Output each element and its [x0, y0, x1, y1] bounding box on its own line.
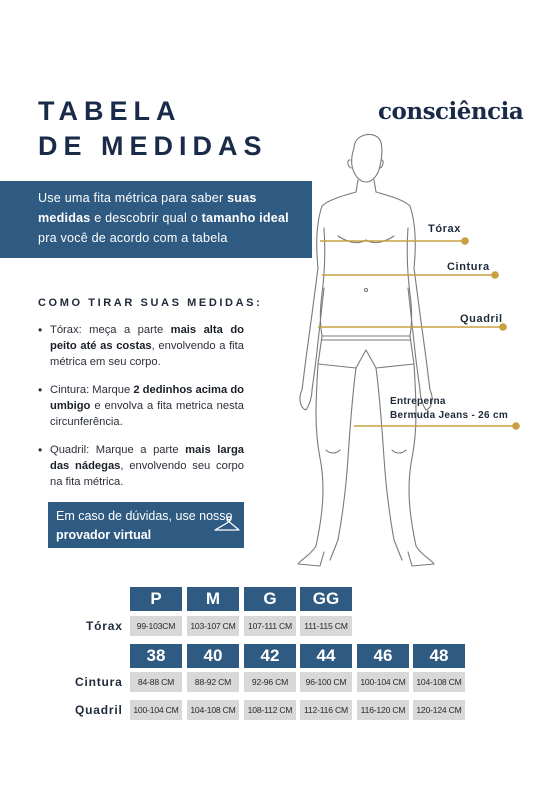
label-quadril: Quadril — [460, 313, 503, 325]
hanger-icon — [213, 514, 241, 534]
cell-cintura-40: 88-92 CM — [187, 672, 239, 692]
label-cintura: Cintura — [447, 261, 490, 273]
doubts-text: Em caso de dúvidas, use nosso — [56, 509, 233, 523]
body-figure-illustration — [290, 128, 520, 576]
howto-item-bold: 2 dedinhos acima do umbigo — [50, 384, 244, 412]
size-header-46: 46 — [357, 644, 409, 668]
label-torax: Tórax — [428, 223, 461, 235]
row-label-cintura: Cintura — [75, 675, 123, 689]
size-header-gg: GG — [300, 587, 352, 611]
cell-torax-p: 99-103CM — [130, 616, 182, 636]
howto-item-tail: , envolvendo a fita métrica em seu corpo. — [50, 340, 245, 368]
page-title-line2: DE MEDIDAS — [38, 131, 268, 161]
howto-list — [38, 322, 244, 502]
howto-item-lead: Cintura: Marque — [50, 384, 134, 396]
cell-cintura-44: 96-100 CM — [300, 672, 352, 692]
howto-item-bold: mais larga das nádegas — [50, 444, 244, 472]
cell-torax-gg: 111-115 CM — [300, 616, 352, 636]
howto-item-tail: e envolva a fita metrica nesta circunferência. — [50, 400, 244, 428]
intro-box — [0, 181, 312, 258]
cell-quadril-40: 104-108 CM — [187, 700, 239, 720]
intro-text-1: Use uma fita métrica para saber — [38, 191, 228, 205]
size-header-m: M — [187, 587, 239, 611]
virtual-fitting-button[interactable] — [48, 502, 244, 548]
cell-cintura-38: 84-88 CM — [130, 672, 182, 692]
page-title-line1: TABELA — [38, 96, 182, 126]
intro-bold-1: suas medidas — [38, 191, 257, 225]
cell-cintura-42: 92-96 CM — [244, 672, 296, 692]
size-header-38: 38 — [130, 644, 182, 668]
howto-item-bold: mais alta do peito até as costas — [50, 324, 244, 352]
howto-item-torax — [38, 322, 244, 370]
row-label-torax: Tórax — [86, 619, 123, 633]
cell-quadril-38: 100-104 CM — [130, 700, 182, 720]
howto-item-quadril — [38, 442, 244, 490]
cell-torax-m: 103-107 CM — [187, 616, 239, 636]
row-label-quadril: Quadril — [75, 703, 123, 717]
size-header-42: 42 — [244, 644, 296, 668]
howto-item-cintura — [38, 382, 244, 430]
cell-quadril-46: 116-120 CM — [357, 700, 409, 720]
cell-cintura-46: 100-104 CM — [357, 672, 409, 692]
label-bermuda-jeans: Bermuda Jeans - 26 cm — [390, 410, 509, 421]
cell-quadril-44: 112-116 CM — [300, 700, 352, 720]
size-header-40: 40 — [187, 644, 239, 668]
size-header-44: 44 — [300, 644, 352, 668]
size-header-48: 48 — [413, 644, 465, 668]
intro-text-2: e descobrir qual o — [90, 211, 202, 225]
howto-title: COMO TIRAR SUAS MEDIDAS: — [38, 297, 263, 309]
cell-quadril-48: 120-124 CM — [413, 700, 465, 720]
label-entreperna: Entreperna — [390, 396, 446, 407]
cell-quadril-42: 108-112 CM — [244, 700, 296, 720]
howto-item-tail: , envolvendo seu corpo na fita métrica. — [50, 460, 245, 488]
doubts-bold: provador virtual — [56, 528, 152, 542]
cell-cintura-48: 104-108 CM — [413, 672, 465, 692]
howto-item-lead: Tórax: meça a parte — [50, 324, 171, 336]
cell-torax-g: 107-111 CM — [244, 616, 296, 636]
size-header-g: G — [244, 587, 296, 611]
brand-logo: consciência — [378, 98, 524, 125]
intro-text-3: pra você de acordo com a tabela — [38, 231, 228, 245]
howto-item-lead: Quadril: Marque a parte — [50, 444, 186, 456]
size-header-p: P — [130, 587, 182, 611]
intro-bold-2: tamanho ideal — [201, 211, 289, 225]
